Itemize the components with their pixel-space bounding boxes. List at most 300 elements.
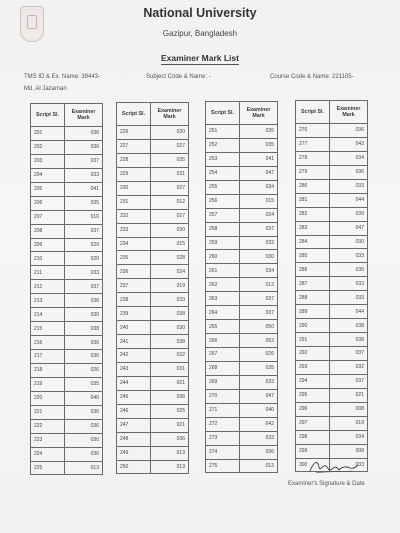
examiner-mark-cell: 033	[330, 458, 368, 472]
script-sl-cell: 233	[117, 223, 151, 237]
table-row	[31, 363, 103, 377]
examiner-mark-cell: 035	[240, 125, 278, 139]
script-sl-cell: 220	[31, 391, 65, 405]
script-sl-cell: 225	[31, 461, 65, 475]
table-row	[296, 221, 368, 235]
script-sl-cell: 255	[206, 180, 240, 194]
examiner-name-label: Md. Al Jazaman	[24, 86, 67, 92]
examiner-mark-cell: 041	[240, 152, 278, 166]
script-sl-cell: 300	[296, 458, 330, 472]
university-title: National University	[143, 6, 257, 20]
examiner-mark-cell: 034	[330, 151, 368, 165]
examiner-mark-cell: 013	[240, 459, 278, 473]
table-row	[206, 431, 278, 445]
examiner-mark-cell: 035	[151, 153, 189, 167]
script-sl-cell: 279	[296, 165, 330, 179]
course-label: Course Code & Name: 221105-	[270, 74, 354, 80]
examiner-mark-cell: 021	[151, 376, 189, 390]
table-row	[31, 336, 103, 350]
table-row	[206, 278, 278, 292]
script-sl-cell: 268	[206, 361, 240, 375]
script-sl-cell: 202	[31, 140, 65, 154]
table-row	[31, 182, 103, 196]
script-sl-cell: 208	[31, 224, 65, 238]
script-sl-cell: 272	[206, 417, 240, 431]
table-row	[117, 251, 189, 265]
table-row	[117, 376, 189, 390]
examiner-mark-cell: 015	[240, 194, 278, 208]
examiner-mark-cell: 030	[330, 235, 368, 249]
script-sl-cell: 226	[117, 126, 151, 140]
script-sl-cell: 242	[117, 349, 151, 363]
tims-id-label: TMS ID & Ex. Name: 39443-	[24, 74, 101, 80]
examiner-mark-cell: 050	[240, 320, 278, 334]
table-row	[31, 266, 103, 280]
table-row	[296, 402, 368, 416]
examiner-mark-cell: 015	[151, 237, 189, 251]
table-row	[296, 416, 368, 430]
examiner-mark-cell: 036	[65, 294, 103, 308]
examiner-mark-cell: 035	[240, 361, 278, 375]
script-sl-cell: 212	[31, 280, 65, 294]
script-sl-cell: 260	[206, 250, 240, 264]
script-sl-cell: 257	[206, 208, 240, 222]
examiner-mark-cell: 028	[151, 251, 189, 265]
examiner-mark-cell: 036	[65, 350, 103, 364]
examiner-mark-cell: 040	[240, 403, 278, 417]
script-sl-cell: 229	[117, 167, 151, 181]
examiner-mark-cell: 013	[240, 278, 278, 292]
table-row	[296, 193, 368, 207]
table-row	[296, 430, 368, 444]
examiner-mark-cell: 030	[240, 250, 278, 264]
script-sl-cell: 250	[117, 460, 151, 474]
examiner-mark-header: Examiner Mark	[330, 101, 368, 124]
table-row	[31, 461, 103, 475]
script-sl-cell: 285	[296, 249, 330, 263]
examiner-mark-cell: 013	[65, 461, 103, 475]
script-sl-cell: 213	[31, 294, 65, 308]
examiner-mark-cell: 036	[330, 165, 368, 179]
table-row	[31, 140, 103, 154]
table-row	[206, 250, 278, 264]
script-sl-cell: 249	[117, 446, 151, 460]
table-row	[117, 335, 189, 349]
script-sl-cell: 294	[296, 374, 330, 388]
table-row	[206, 222, 278, 236]
script-sl-cell: 264	[206, 306, 240, 320]
examiner-mark-cell: 027	[151, 139, 189, 153]
script-sl-cell: 256	[206, 194, 240, 208]
examiner-mark-cell: 013	[151, 460, 189, 474]
examiner-signature-icon	[306, 458, 360, 476]
script-sl-cell: 221	[31, 405, 65, 419]
examiner-mark-cell: 025	[151, 404, 189, 418]
table-row	[31, 210, 103, 224]
examiner-mark-cell: 021	[330, 388, 368, 402]
table-row	[206, 180, 278, 194]
examiner-mark-cell: 031	[151, 362, 189, 376]
script-sl-cell: 287	[296, 277, 330, 291]
script-sl-cell: 274	[206, 445, 240, 459]
script-sl-cell: 275	[206, 459, 240, 473]
script-sl-cell: 265	[206, 320, 240, 334]
table-row	[206, 264, 278, 278]
table-row	[117, 209, 189, 223]
script-sl-cell: 232	[117, 209, 151, 223]
examiner-mark-cell: 036	[65, 140, 103, 154]
script-sl-cell: 219	[31, 377, 65, 391]
examiner-mark-cell: 047	[240, 166, 278, 180]
examiner-mark-cell: 036	[65, 336, 103, 350]
script-sl-cell: 254	[206, 166, 240, 180]
script-sl-cell: 237	[117, 279, 151, 293]
script-sl-cell: 259	[206, 236, 240, 250]
table-row	[296, 151, 368, 165]
examiner-mark-cell: 035	[65, 196, 103, 210]
table-row	[31, 447, 103, 461]
examiner-mark-cell: 030	[65, 433, 103, 447]
examiner-mark-cell: 038	[330, 333, 368, 347]
table-row	[206, 389, 278, 403]
script-sl-header: Script Sl.	[117, 103, 151, 126]
table-row	[206, 320, 278, 334]
script-sl-cell: 293	[296, 360, 330, 374]
examiner-mark-cell: 027	[151, 181, 189, 195]
mark-table-3	[205, 101, 278, 473]
script-sl-cell: 240	[117, 321, 151, 335]
mark-table-4	[295, 100, 368, 472]
table-row	[117, 432, 189, 446]
script-sl-cell: 234	[117, 237, 151, 251]
script-sl-header: Script Sl.	[206, 102, 240, 125]
signature-label: Examiner's Signature & Date	[288, 481, 365, 487]
examiner-mark-cell: 037	[330, 347, 368, 361]
script-sl-cell: 284	[296, 235, 330, 249]
table-row	[117, 418, 189, 432]
examiner-mark-cell: 034	[240, 264, 278, 278]
examiner-mark-cell: 032	[240, 236, 278, 250]
examiner-mark-cell: 033	[65, 168, 103, 182]
examiner-mark-cell: 036	[151, 432, 189, 446]
script-sl-cell: 262	[206, 278, 240, 292]
script-sl-cell: 235	[117, 251, 151, 265]
table-row	[206, 152, 278, 166]
examiner-mark-cell: 036	[151, 390, 189, 404]
examiner-mark-cell: 024	[240, 208, 278, 222]
document-title-text: Examiner Mark List	[161, 53, 239, 63]
examiner-mark-cell: 024	[151, 265, 189, 279]
examiner-mark-cell: 047	[330, 221, 368, 235]
script-sl-cell: 289	[296, 305, 330, 319]
table-row	[117, 223, 189, 237]
table-row	[31, 308, 103, 322]
examiner-mark-cell: 034	[240, 180, 278, 194]
examiner-mark-cell: 030	[151, 223, 189, 237]
table-row	[117, 153, 189, 167]
examiner-mark-cell: 037	[65, 224, 103, 238]
examiner-mark-cell: 033	[330, 249, 368, 263]
script-sl-cell: 291	[296, 333, 330, 347]
script-sl-cell: 207	[31, 210, 65, 224]
table-row	[117, 349, 189, 363]
script-sl-cell: 270	[206, 389, 240, 403]
script-sl-cell: 238	[117, 293, 151, 307]
mark-table-2	[116, 102, 189, 474]
examiner-mark-cell: 036	[65, 127, 103, 141]
script-sl-cell: 251	[206, 125, 240, 139]
examiner-mark-cell: 032	[330, 360, 368, 374]
script-sl-cell: 239	[117, 307, 151, 321]
table-row	[31, 433, 103, 447]
examiner-mark-cell: 013	[151, 446, 189, 460]
table-row	[117, 390, 189, 404]
script-sl-cell: 276	[296, 124, 330, 138]
table-row	[206, 125, 278, 139]
script-sl-cell: 282	[296, 207, 330, 221]
examiner-mark-cell: 037	[330, 374, 368, 388]
table-row	[31, 196, 103, 210]
examiner-mark-cell: 036	[65, 419, 103, 433]
examiner-mark-cell: 034	[330, 430, 368, 444]
examiner-mark-cell: 036	[240, 445, 278, 459]
table-row	[296, 444, 368, 458]
examiner-mark-cell: 044	[330, 193, 368, 207]
script-sl-cell: 205	[31, 182, 65, 196]
script-sl-cell: 201	[31, 127, 65, 141]
script-sl-cell: 253	[206, 152, 240, 166]
table-row	[296, 347, 368, 361]
script-sl-cell: 211	[31, 266, 65, 280]
table-row	[31, 405, 103, 419]
script-sl-cell: 286	[296, 263, 330, 277]
examiner-mark-cell: 036	[65, 447, 103, 461]
table-row	[31, 238, 103, 252]
table-row	[31, 350, 103, 364]
table-row	[296, 374, 368, 388]
examiner-mark-cell: 039	[330, 207, 368, 221]
script-sl-cell: 243	[117, 362, 151, 376]
table-row	[296, 249, 368, 263]
script-sl-cell: 236	[117, 265, 151, 279]
script-sl-cell: 299	[296, 444, 330, 458]
table-row	[206, 403, 278, 417]
script-sl-cell: 261	[206, 264, 240, 278]
examiner-mark-cell: 008	[330, 444, 368, 458]
document-title	[0, 53, 400, 63]
examiner-mark-cell: 033	[330, 179, 368, 193]
examiner-mark-cell: 020	[151, 126, 189, 140]
table-row	[206, 306, 278, 320]
table-row	[296, 263, 368, 277]
examiner-mark-cell: 027	[151, 209, 189, 223]
table-row	[31, 294, 103, 308]
examiner-mark-cell: 040	[65, 391, 103, 405]
examiner-mark-cell: 053	[240, 334, 278, 348]
examiner-mark-cell: 037	[240, 222, 278, 236]
script-sl-cell: 223	[31, 433, 65, 447]
examiner-mark-cell: 036	[65, 405, 103, 419]
examiner-mark-cell: 036	[330, 124, 368, 138]
table-row	[296, 207, 368, 221]
script-sl-cell: 283	[296, 221, 330, 235]
script-sl-cell: 246	[117, 404, 151, 418]
script-sl-cell: 244	[117, 376, 151, 390]
table-row	[117, 195, 189, 209]
table-row	[296, 291, 368, 305]
examiner-mark-header: Examiner Mark	[240, 102, 278, 125]
examiner-mark-cell: 038	[330, 319, 368, 333]
script-sl-cell: 209	[31, 238, 65, 252]
examiner-mark-cell: 037	[240, 306, 278, 320]
table-row	[117, 404, 189, 418]
table-row	[31, 322, 103, 336]
script-sl-cell: 280	[296, 179, 330, 193]
table-row	[31, 127, 103, 141]
script-sl-cell: 273	[206, 431, 240, 445]
script-sl-cell: 231	[117, 195, 151, 209]
table-row	[117, 460, 189, 474]
examiner-mark-cell: 012	[151, 195, 189, 209]
table-row	[206, 138, 278, 152]
script-sl-cell: 281	[296, 193, 330, 207]
examiner-mark-cell: 030	[151, 321, 189, 335]
script-sl-cell: 224	[31, 447, 65, 461]
examiner-mark-cell: 035	[330, 263, 368, 277]
script-sl-cell: 214	[31, 308, 65, 322]
script-sl-cell: 258	[206, 222, 240, 236]
examiner-mark-cell: 019	[330, 416, 368, 430]
examiner-mark-header: Examiner Mark	[65, 104, 103, 127]
examiner-mark-cell: 038	[65, 322, 103, 336]
examiner-mark-cell: 033	[151, 293, 189, 307]
table-row	[117, 237, 189, 251]
examiner-mark-cell: 008	[330, 402, 368, 416]
table-row	[117, 293, 189, 307]
script-sl-cell: 271	[206, 403, 240, 417]
script-sl-cell: 203	[31, 154, 65, 168]
table-row	[31, 154, 103, 168]
examiner-mark-cell: 037	[240, 292, 278, 306]
script-sl-cell: 278	[296, 151, 330, 165]
table-row	[117, 446, 189, 460]
examiner-mark-header: Examiner Mark	[151, 103, 189, 126]
examiner-mark-cell: 038	[151, 335, 189, 349]
table-row	[31, 391, 103, 405]
table-row	[206, 445, 278, 459]
university-location: Gazipur, Bangladesh	[162, 29, 238, 38]
table-row	[296, 179, 368, 193]
script-sl-cell: 263	[206, 292, 240, 306]
table-row	[31, 419, 103, 433]
examiner-mark-cell: 033	[330, 291, 368, 305]
subject-label: Subject Code & Name: -	[146, 74, 211, 80]
examiner-mark-cell: 041	[65, 182, 103, 196]
table-row	[206, 361, 278, 375]
examiner-mark-cell: 029	[65, 238, 103, 252]
examiner-mark-cell: 019	[151, 279, 189, 293]
script-sl-cell: 218	[31, 363, 65, 377]
mark-table-1	[30, 103, 103, 475]
examiner-mark-cell: 030	[65, 308, 103, 322]
table-row	[206, 208, 278, 222]
script-sl-cell: 248	[117, 432, 151, 446]
examiner-mark-cell: 026	[240, 348, 278, 362]
table-row	[117, 126, 189, 140]
table-row	[31, 252, 103, 266]
examiner-mark-cell: 037	[65, 154, 103, 168]
examiner-mark-cell: 031	[151, 167, 189, 181]
examiner-mark-cell: 033	[330, 277, 368, 291]
table-row	[206, 236, 278, 250]
examiner-mark-cell: 033	[65, 266, 103, 280]
script-sl-cell: 215	[31, 322, 65, 336]
script-sl-cell: 222	[31, 419, 65, 433]
script-sl-cell: 247	[117, 418, 151, 432]
table-row	[296, 333, 368, 347]
script-sl-cell: 296	[296, 402, 330, 416]
script-sl-cell: 288	[296, 291, 330, 305]
examiner-mark-cell: 033	[240, 431, 278, 445]
table-row	[117, 139, 189, 153]
script-sl-cell: 252	[206, 138, 240, 152]
examiner-mark-cell: 047	[240, 389, 278, 403]
table-row	[117, 279, 189, 293]
examiner-mark-cell: 033	[240, 375, 278, 389]
table-row	[206, 459, 278, 473]
table-row	[296, 360, 368, 374]
examiner-mark-cell: 035	[240, 138, 278, 152]
table-row	[296, 137, 368, 151]
table-row	[31, 377, 103, 391]
table-row	[117, 307, 189, 321]
examiner-mark-cell: 032	[151, 349, 189, 363]
examiner-mark-cell: 038	[151, 307, 189, 321]
table-row	[206, 292, 278, 306]
table-row	[206, 417, 278, 431]
examiner-mark-cell: 021	[151, 418, 189, 432]
script-sl-cell: 204	[31, 168, 65, 182]
script-sl-cell: 277	[296, 137, 330, 151]
script-sl-cell: 266	[206, 334, 240, 348]
examiner-mark-cell: 010	[65, 210, 103, 224]
table-row	[31, 224, 103, 238]
table-row	[296, 319, 368, 333]
script-sl-cell: 292	[296, 347, 330, 361]
table-row	[296, 277, 368, 291]
script-sl-cell: 210	[31, 252, 65, 266]
examiner-mark-cell: 035	[65, 377, 103, 391]
script-sl-cell: 206	[31, 196, 65, 210]
script-sl-cell: 217	[31, 350, 65, 364]
script-sl-cell: 228	[117, 153, 151, 167]
table-row	[31, 280, 103, 294]
script-sl-cell: 230	[117, 181, 151, 195]
table-row	[206, 348, 278, 362]
table-row	[206, 334, 278, 348]
script-sl-cell: 216	[31, 336, 65, 350]
table-row	[296, 388, 368, 402]
table-row	[206, 375, 278, 389]
examiner-mark-cell: 042	[240, 417, 278, 431]
script-sl-cell: 227	[117, 139, 151, 153]
script-sl-cell: 269	[206, 375, 240, 389]
table-row	[117, 167, 189, 181]
examiner-mark-cell: 026	[65, 363, 103, 377]
script-sl-cell: 241	[117, 335, 151, 349]
table-row	[117, 181, 189, 195]
table-row	[206, 194, 278, 208]
